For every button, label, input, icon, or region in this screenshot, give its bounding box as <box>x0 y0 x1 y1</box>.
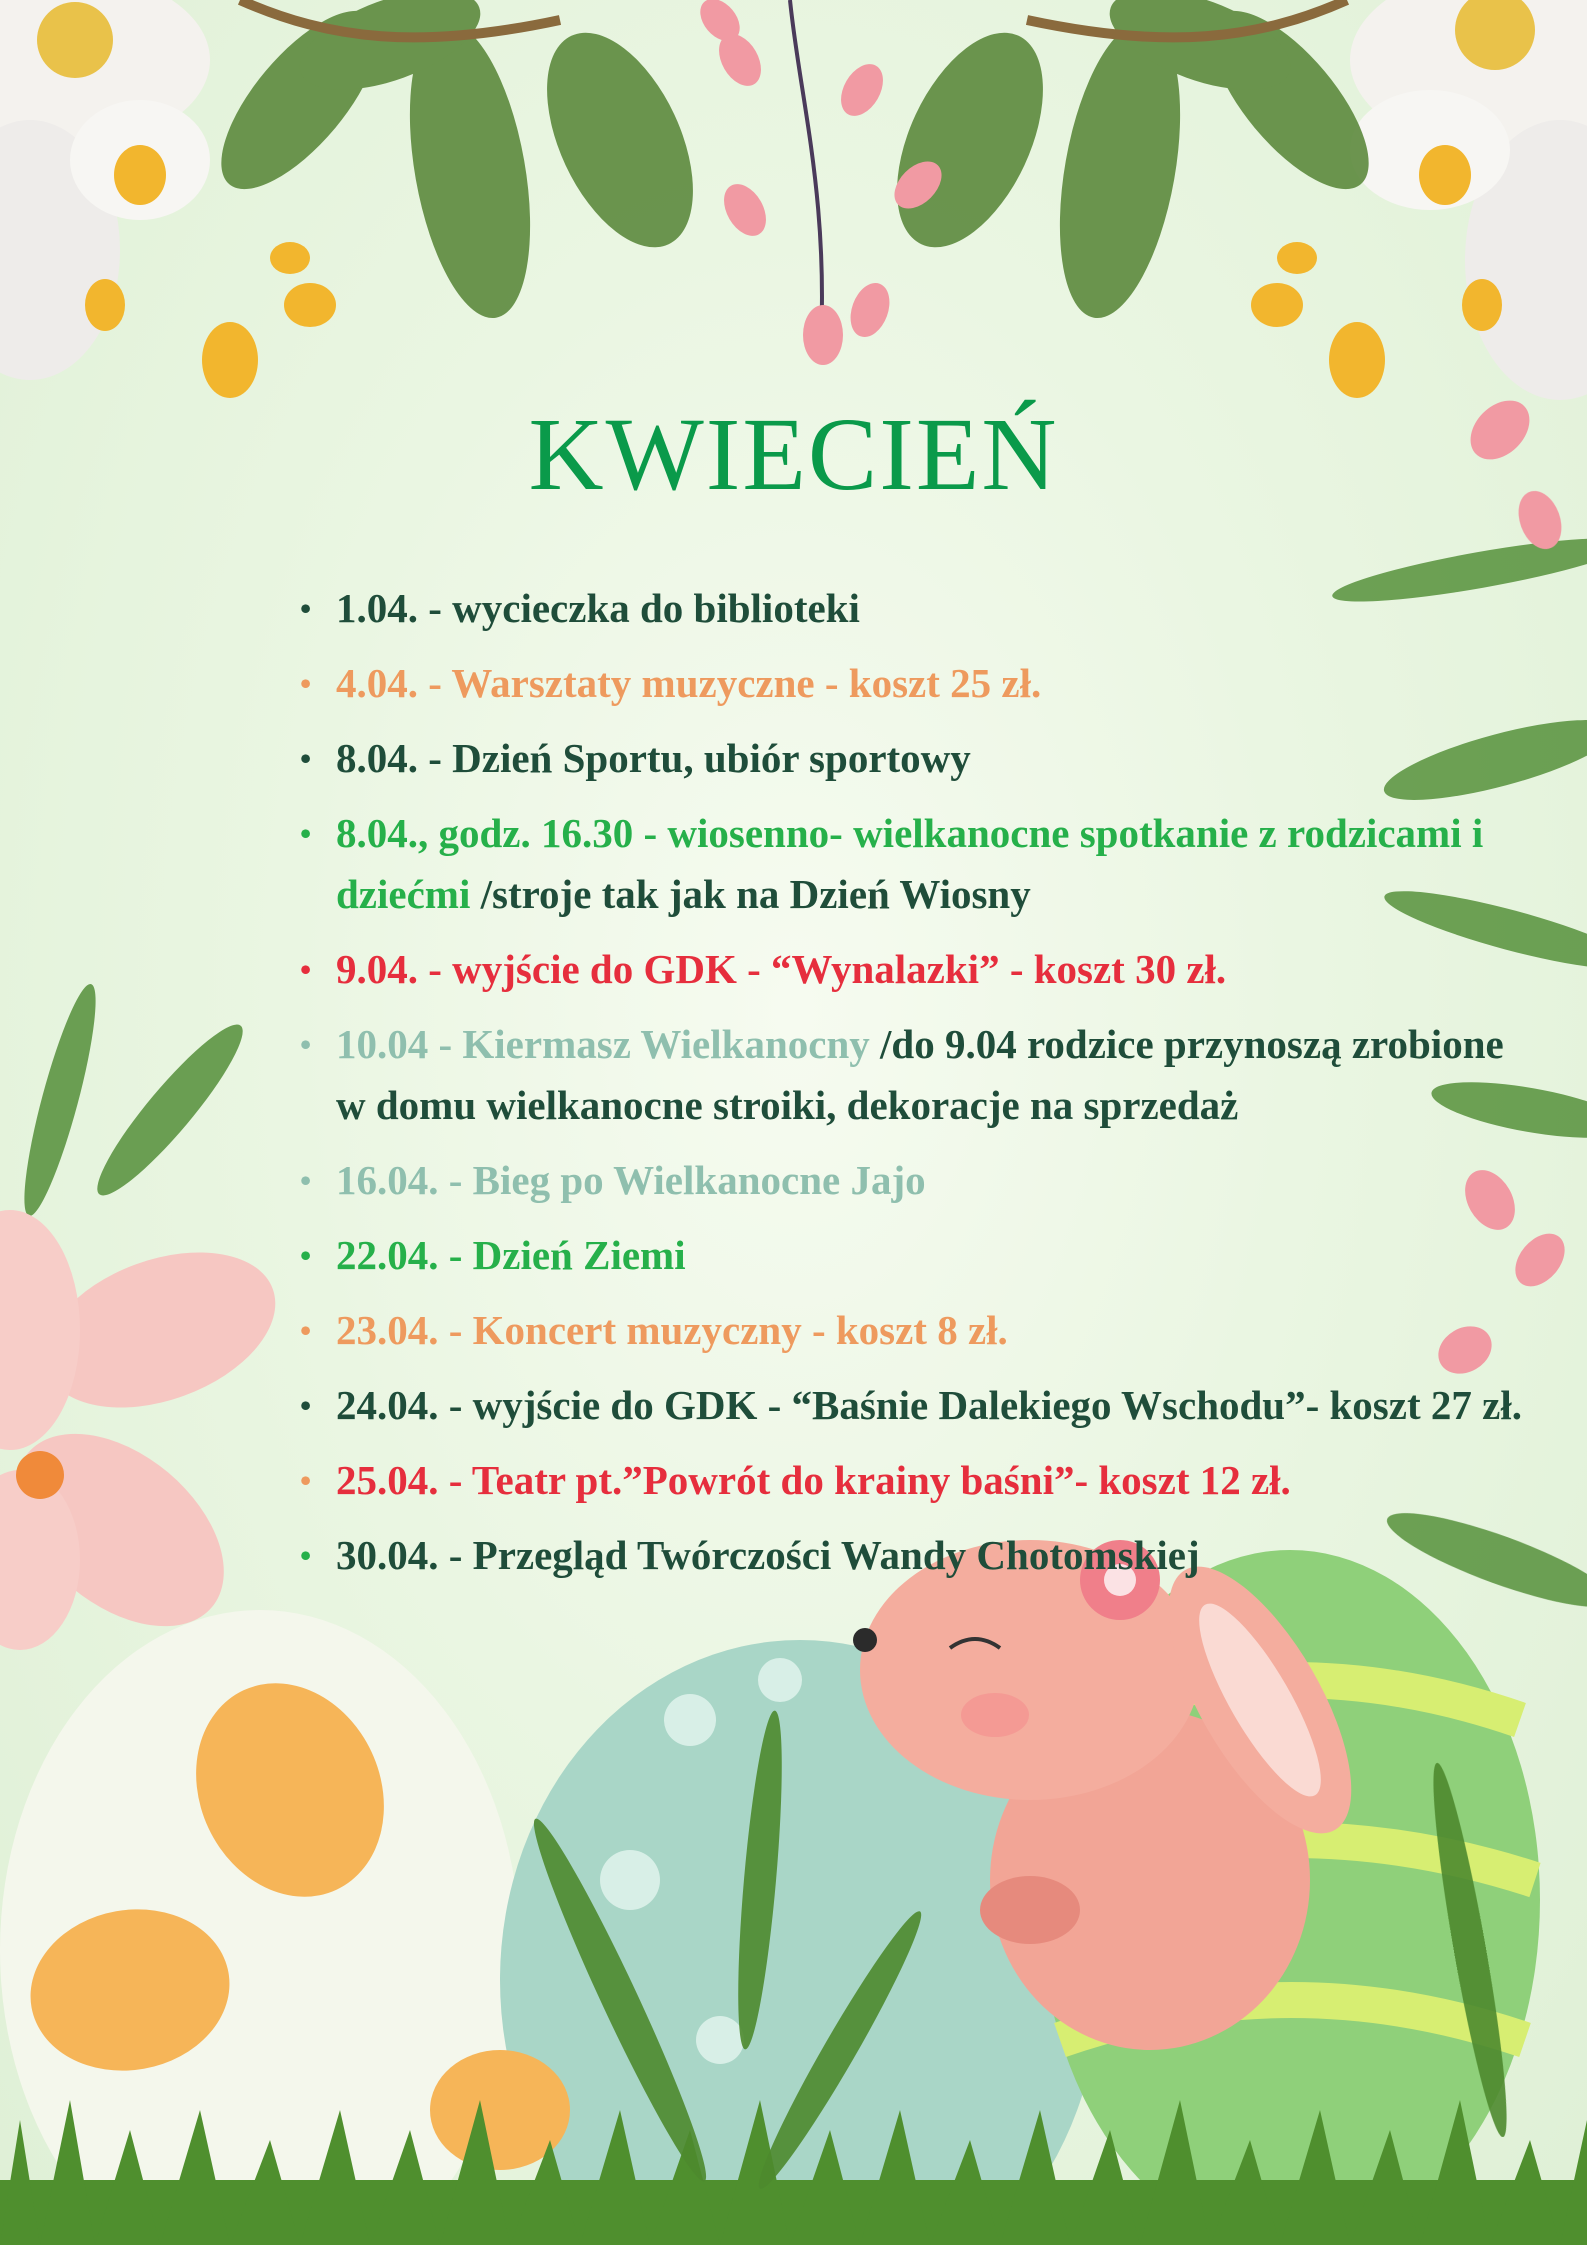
bullet-icon: • <box>300 1387 312 1423</box>
pink-flower-icon <box>0 1210 297 1665</box>
event-text: 25.04. - Teatr pt.”Powrót do krainy baśni”- koszt 12 zł. <box>336 1457 1291 1503</box>
page-title: KWIECIEŃ <box>528 397 1059 512</box>
event-item <box>300 578 1540 639</box>
event-text: /stroje tak jak na Dzień Wiosny <box>480 871 1031 917</box>
bullet-icon: • <box>300 665 312 701</box>
event-item <box>300 1300 1540 1361</box>
event-text: 4.04. - Warsztaty muzyczne - koszt 25 zł. <box>336 660 1042 706</box>
bullet-icon: • <box>300 815 312 851</box>
event-item <box>300 1014 1540 1136</box>
event-item <box>300 1150 1540 1211</box>
event-list <box>300 578 1540 1600</box>
yellow-flower-icon <box>85 145 1502 398</box>
bullet-icon: • <box>300 1462 312 1498</box>
event-text: 9.04. - wyjście do GDK - “Wynalazki” - koszt 30 zł. <box>336 946 1227 992</box>
event-text: 8.04., godz. 16.30 - wiosenno- wielkanocne spotkanie z rodzicami i dziećmi <box>336 810 1484 917</box>
bullet-icon: • <box>300 740 312 776</box>
bullet-icon: • <box>300 590 312 626</box>
event-item <box>300 803 1540 925</box>
event-text: 1.04. - wycieczka do biblioteki <box>336 585 860 631</box>
bullet-icon: • <box>300 951 312 987</box>
event-text: 24.04. - wyjście do GDK - “Baśnie Dalekiego Wschodu”- koszt 27 zł. <box>336 1382 1522 1428</box>
bullet-icon: • <box>300 1162 312 1198</box>
pink-bud-icon <box>692 0 950 365</box>
event-text: 16.04. - Bieg po Wielkanocne Jajo <box>336 1157 926 1203</box>
leaf-icon <box>867 0 1395 327</box>
leaf-icon <box>195 0 723 327</box>
event-text: 23.04. - Koncert muzyczny - koszt 8 zł. <box>336 1307 1008 1353</box>
bullet-icon: • <box>300 1237 312 1273</box>
event-text: 10.04 - Kiermasz Wielkanocny <box>336 1021 880 1067</box>
event-item <box>300 728 1540 789</box>
event-item <box>300 939 1540 1000</box>
bullet-icon: • <box>300 1312 312 1348</box>
event-item <box>300 1225 1540 1286</box>
event-item <box>300 1375 1540 1436</box>
bullet-icon: • <box>300 1026 312 1062</box>
event-item <box>300 653 1540 714</box>
event-text: /do 9.04 rodzice przynoszą zrobione w domu wielkanocne stroiki, dekoracje na sprzedaż <box>336 1021 1504 1128</box>
event-text: 8.04. - Dzień Sportu, ubiór sportowy <box>336 735 971 781</box>
white-flower-icon <box>1350 0 1587 400</box>
event-text: 30.04. - Przegląd Twórczości Wandy Chotomskiej <box>336 1532 1200 1578</box>
event-item <box>300 1450 1540 1511</box>
event-item <box>300 1525 1540 1586</box>
event-text: 22.04. - Dzień Ziemi <box>336 1232 686 1278</box>
bullet-icon: • <box>300 1537 312 1573</box>
